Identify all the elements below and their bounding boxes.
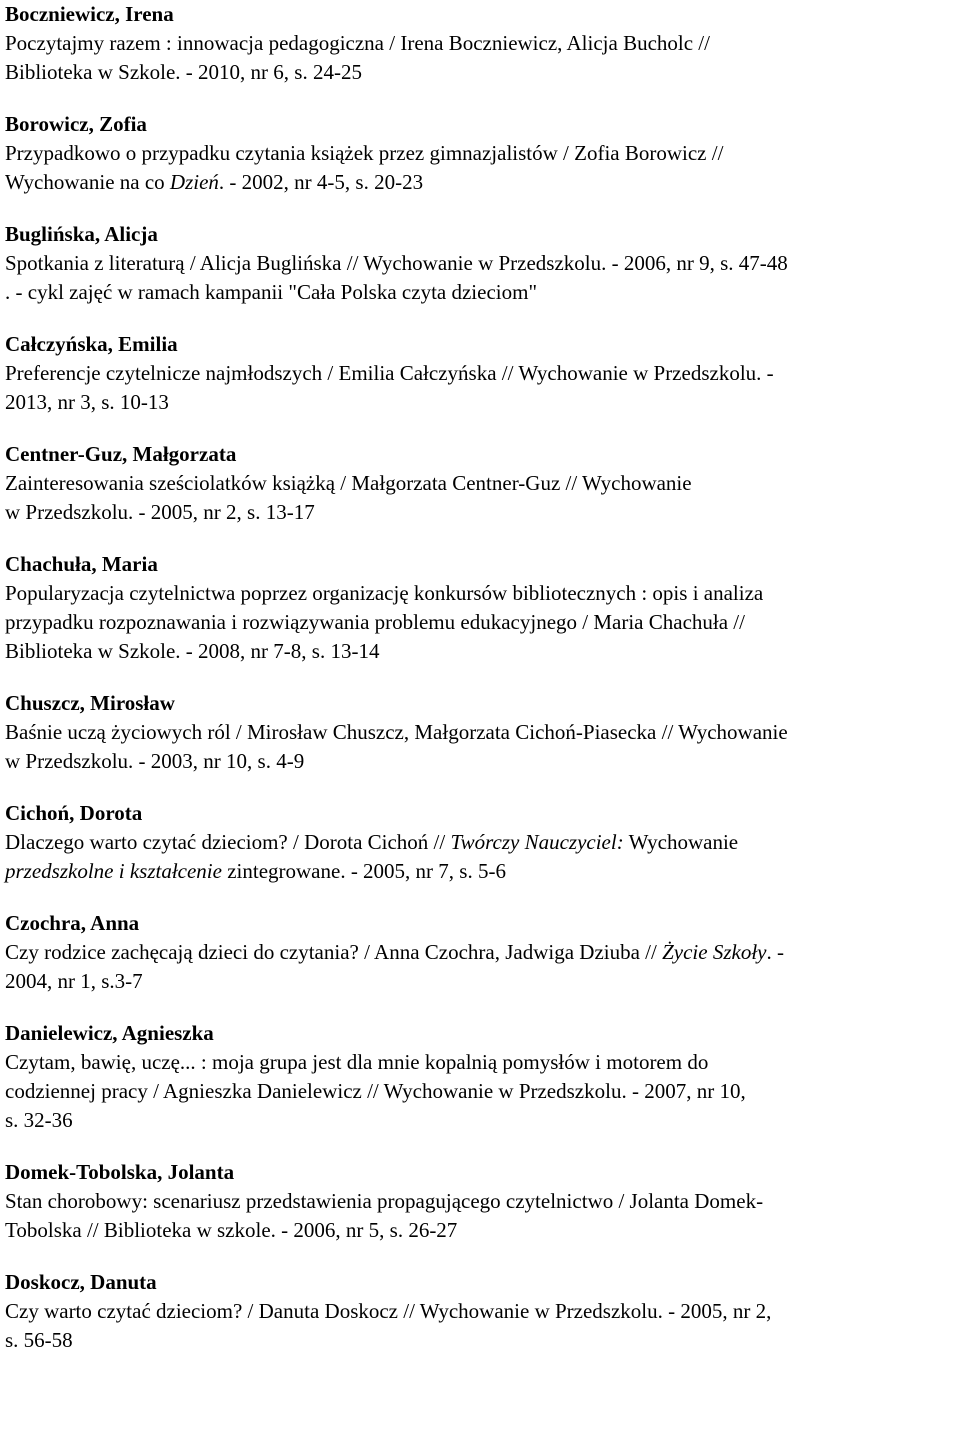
entry-description-line bbox=[5, 278, 957, 307]
entry-description-line bbox=[5, 938, 957, 967]
entry-description-line bbox=[5, 857, 957, 886]
entry-author: Całczyńska, Emilia bbox=[5, 332, 178, 356]
text-segment: s. 56-58 bbox=[5, 1328, 73, 1352]
entry-description-line bbox=[5, 1106, 957, 1135]
text-segment: Baśnie uczą życiowych ról / Mirosław Chuszcz, Małgorzata Cichoń-Piasecka // Wychowanie bbox=[5, 720, 788, 744]
text-segment: przypadku rozpoznawania i rozwiązywania problemu edukacyjnego / Maria Chachuła // bbox=[5, 610, 745, 634]
text-segment: Biblioteka w Szkole. - 2010, nr 6, s. 24-25 bbox=[5, 60, 362, 84]
entry-description-line bbox=[5, 1187, 957, 1216]
italic-title-segment: Twórczy Nauczyciel: bbox=[450, 830, 624, 854]
text-segment: Preferencje czytelnicze najmłodszych / Emilia Całczyńska // Wychowanie w Przedszkolu. - bbox=[5, 361, 774, 385]
text-segment: Czy warto czytać dzieciom? / Danuta Doskocz // Wychowanie w Przedszkolu. - 2005, nr 2, bbox=[5, 1299, 772, 1323]
bibliography-list bbox=[5, 0, 957, 1378]
bibliography-entry bbox=[5, 550, 957, 666]
text-segment: Tobolska // Biblioteka w szkole. - 2006, nr 5, s. 26-27 bbox=[5, 1218, 458, 1242]
entry-description-line bbox=[5, 469, 957, 498]
entry-description-line bbox=[5, 359, 957, 388]
entry-author: Buglińska, Alicja bbox=[5, 222, 158, 246]
entry-description-line bbox=[5, 579, 957, 608]
italic-title-segment: przedszkolne i kształcenie bbox=[5, 859, 222, 883]
entry-description-line bbox=[5, 637, 957, 666]
text-segment: . - bbox=[766, 940, 784, 964]
bibliography-entry bbox=[5, 110, 957, 197]
text-segment: . - 2002, nr 4-5, s. 20-23 bbox=[218, 170, 424, 194]
text-segment: w Przedszkolu. - 2003, nr 10, s. 4-9 bbox=[5, 749, 305, 773]
entry-description-line bbox=[5, 388, 957, 417]
text-segment: w Przedszkolu. - 2005, nr 2, s. 13-17 bbox=[5, 500, 315, 524]
entry-description-line bbox=[5, 139, 957, 168]
bibliography-entry bbox=[5, 220, 957, 307]
entry-description-line bbox=[5, 1077, 957, 1106]
entry-author: Centner-Guz, Małgorzata bbox=[5, 442, 237, 466]
entry-author: Doskocz, Danuta bbox=[5, 1270, 157, 1294]
entry-description-line bbox=[5, 828, 957, 857]
italic-title-segment: Dzień bbox=[169, 170, 219, 194]
text-segment: . - cykl zajęć w ramach kampanii "Cała Polska czyta dzieciom" bbox=[5, 280, 538, 304]
text-segment: Wychowanie na co bbox=[5, 170, 170, 194]
entry-description-line bbox=[5, 1048, 957, 1077]
entry-author: Czochra, Anna bbox=[5, 911, 140, 935]
entry-author: Boczniewicz, Irena bbox=[5, 2, 174, 26]
entry-author: Domek-Tobolska, Jolanta bbox=[5, 1160, 235, 1184]
bibliography-entry bbox=[5, 799, 957, 886]
text-segment: Stan chorobowy: scenariusz przedstawienia propagującego czytelnictwo / Jolanta Domek- bbox=[5, 1189, 764, 1213]
entry-author: Chachuła, Maria bbox=[5, 552, 158, 576]
entry-description-line bbox=[5, 29, 957, 58]
entry-description-line bbox=[5, 1216, 957, 1245]
entry-description-line bbox=[5, 58, 957, 87]
text-segment: Spotkania z literaturą / Alicja Buglińska // Wychowanie w Przedszkolu. - 2006, nr 9, s. 47-48 bbox=[5, 251, 788, 275]
text-segment: s. 32-36 bbox=[5, 1108, 73, 1132]
entry-description-line bbox=[5, 1326, 957, 1355]
bibliography-entry bbox=[5, 440, 957, 527]
entry-description-line bbox=[5, 249, 957, 278]
bibliography-entry bbox=[5, 1019, 957, 1135]
bibliography-entry bbox=[5, 689, 957, 776]
text-segment: zintegrowane. - 2005, nr 7, s. 5-6 bbox=[221, 859, 506, 883]
text-segment: Biblioteka w Szkole. - 2008, nr 7-8, s. 13-14 bbox=[5, 639, 380, 663]
entry-description-line bbox=[5, 747, 957, 776]
text-segment: Czytam, bawię, uczę... : moja grupa jest dla mnie kopalnią pomysłów i motorem do bbox=[5, 1050, 709, 1074]
bibliography-entry bbox=[5, 330, 957, 417]
text-segment: Czy rodzice zachęcają dzieci do czytania? / Anna Czochra, Jadwiga Dziuba // bbox=[5, 940, 663, 964]
entry-description-line bbox=[5, 718, 957, 747]
text-segment: codziennej pracy / Agnieszka Danielewicz // Wychowanie w Przedszkolu. - 2007, nr 10, bbox=[5, 1079, 746, 1103]
text-segment: 2013, nr 3, s. 10-13 bbox=[5, 390, 169, 414]
entry-description-line bbox=[5, 168, 957, 197]
bibliography-entry bbox=[5, 909, 957, 996]
text-segment: Dlaczego warto czytać dzieciom? / Dorota Cichoń // bbox=[5, 830, 451, 854]
entry-description-line bbox=[5, 967, 957, 996]
text-segment: Wychowanie bbox=[623, 830, 739, 854]
text-segment: 2004, nr 1, s.3-7 bbox=[5, 969, 143, 993]
text-segment: Zainteresowania sześciolatków książką / Małgorzata Centner-Guz // Wychowanie bbox=[5, 471, 692, 495]
entry-description-line bbox=[5, 608, 957, 637]
text-segment: Przypadkowo o przypadku czytania książek przez gimnazjalistów / Zofia Borowicz // bbox=[5, 141, 724, 165]
bibliography-entry bbox=[5, 1158, 957, 1245]
italic-title-segment: Życie Szkoły bbox=[662, 940, 767, 964]
text-segment: Poczytajmy razem : innowacja pedagogiczna / Irena Boczniewicz, Alicja Bucholc // bbox=[5, 31, 710, 55]
entry-author: Cichoń, Dorota bbox=[5, 801, 143, 825]
entry-author: Chuszcz, Mirosław bbox=[5, 691, 175, 715]
text-segment: Popularyzacja czytelnictwa poprzez organizację konkursów bibliotecznych : opis i analiza bbox=[5, 581, 764, 605]
entry-author: Danielewicz, Agnieszka bbox=[5, 1021, 214, 1045]
entry-description-line bbox=[5, 498, 957, 527]
entry-author: Borowicz, Zofia bbox=[5, 112, 147, 136]
entry-description-line bbox=[5, 1297, 957, 1326]
bibliography-entry bbox=[5, 1268, 957, 1355]
bibliography-entry bbox=[5, 0, 957, 87]
